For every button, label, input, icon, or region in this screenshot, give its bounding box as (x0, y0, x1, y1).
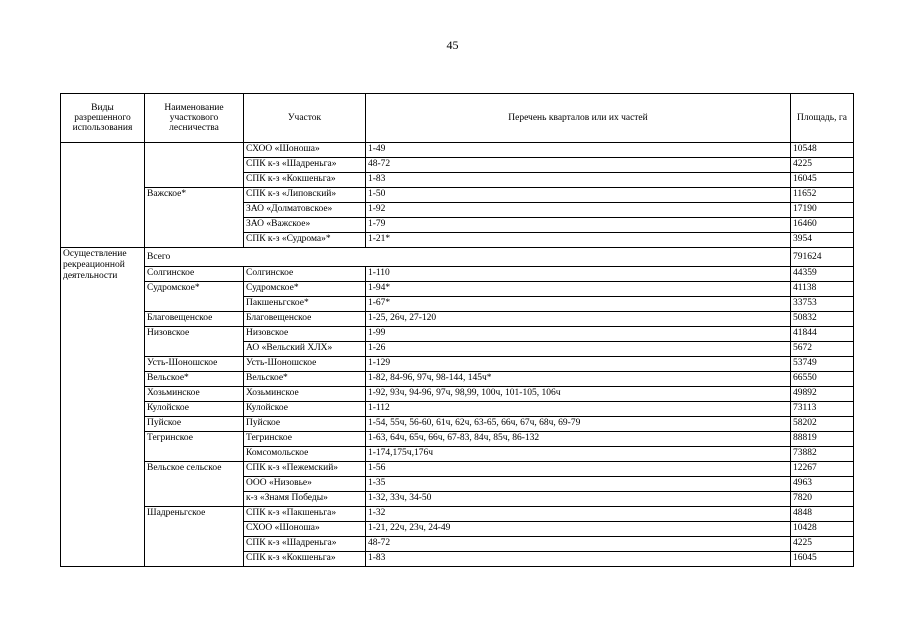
header-forestry-name: Наименование участкового лесничества (145, 94, 244, 143)
table-row (61, 143, 854, 158)
plot-cell: Низовское (244, 327, 366, 342)
plot-cell: Пуйское (244, 417, 366, 432)
area-cell: 4848 (791, 507, 854, 522)
area-cell: 33753 (791, 297, 854, 312)
plot-cell: СХОО «Шоноша» (244, 522, 366, 537)
area-cell: 50832 (791, 312, 854, 327)
plot-cell: АО «Вельский ХЛХ» (244, 342, 366, 357)
quarters-cell: 1-67* (366, 297, 791, 312)
forestry-cell: Судромское* (145, 282, 244, 312)
quarters-cell: 1-54, 55ч, 56-60, 61ч, 62ч, 63-65, 66ч, 67ч, 68ч, 69-79 (366, 417, 791, 432)
quarters-cell: 1-21* (366, 233, 791, 248)
area-cell: 41844 (791, 327, 854, 342)
plot-cell: Хозьминское (244, 387, 366, 402)
area-cell: 41138 (791, 282, 854, 297)
quarters-cell: 1-50 (366, 188, 791, 203)
plot-cell: СПК к-з «Кокшеньга» (244, 173, 366, 188)
plot-cell: СПК к-з «Судрома»* (244, 233, 366, 248)
forest-usage-table (60, 93, 854, 567)
table-row (61, 188, 854, 203)
plot-cell: ЗАО «Важское» (244, 218, 366, 233)
forestry-cell: Тегринское (145, 432, 244, 462)
header-quarters: Перечень кварталов или их частей (366, 94, 791, 143)
area-cell: 16045 (791, 552, 854, 567)
plot-cell: СПК к-з «Пакшеньга» (244, 507, 366, 522)
quarters-cell: 48-72 (366, 158, 791, 173)
area-cell: 10548 (791, 143, 854, 158)
quarters-cell: 1-94* (366, 282, 791, 297)
table-row (61, 267, 854, 282)
table-row (61, 507, 854, 522)
page-number: 45 (446, 38, 459, 52)
forestry-cell: Вельское* (145, 372, 244, 387)
forestry-cell: Шадреньгское (145, 507, 244, 567)
forestry-cell: Важское* (145, 188, 244, 248)
quarters-cell: 1-25, 26ч, 27-120 (366, 312, 791, 327)
area-cell: 53749 (791, 357, 854, 372)
quarters-cell: 1-32, 33ч, 34-50 (366, 492, 791, 507)
area-cell: 5672 (791, 342, 854, 357)
header-plot: Участок (244, 94, 366, 143)
area-cell: 11652 (791, 188, 854, 203)
plot-cell: Комсомольское (244, 447, 366, 462)
table-row (61, 462, 854, 477)
forestry-cell: Пуйское (145, 417, 244, 432)
quarters-cell: 1-110 (366, 267, 791, 282)
plot-cell: СПК к-з «Кокшеньга» (244, 552, 366, 567)
plot-cell: к-з «Знамя Победы» (244, 492, 366, 507)
quarters-cell: 1-56 (366, 462, 791, 477)
plot-cell: Усть-Шоношское (244, 357, 366, 372)
header-area: Площадь, га (791, 94, 854, 143)
forestry-cell: Вельское сельское (145, 462, 244, 507)
plot-cell: Благовещенское (244, 312, 366, 327)
area-cell: 7820 (791, 492, 854, 507)
plot-cell: СХОО «Шоноша» (244, 143, 366, 158)
plot-cell: Кулойское (244, 402, 366, 417)
area-cell: 66550 (791, 372, 854, 387)
forestry-cell: Кулойское (145, 402, 244, 417)
area-cell: 791624 (791, 248, 854, 267)
quarters-cell: 1-83 (366, 173, 791, 188)
quarters-cell: 1-129 (366, 357, 791, 372)
header-usage-type: Виды разрешенного использования (61, 94, 145, 143)
quarters-cell: 1-92, 93ч, 94-96, 97ч, 98,99, 100ч, 101-105, 106ч (366, 387, 791, 402)
area-cell: 4225 (791, 537, 854, 552)
area-cell: 3954 (791, 233, 854, 248)
plot-cell: СПК к-з «Липовский» (244, 188, 366, 203)
quarters-cell: 1-112 (366, 402, 791, 417)
usage-type-cell (61, 143, 145, 248)
area-cell: 10428 (791, 522, 854, 537)
plot-cell: Солгинское (244, 267, 366, 282)
plot-cell: СПК к-з «Пежемский» (244, 462, 366, 477)
quarters-cell: 1-92 (366, 203, 791, 218)
plot-cell: СПК к-з «Шадреньга» (244, 537, 366, 552)
quarters-cell: 1-63, 64ч, 65ч, 66ч, 67-83, 84ч, 85ч, 86-132 (366, 432, 791, 447)
area-cell: 16460 (791, 218, 854, 233)
quarters-cell: 1-99 (366, 327, 791, 342)
area-cell: 4963 (791, 477, 854, 492)
table-row (61, 417, 854, 432)
table-row-total (61, 248, 854, 267)
table-header-row (61, 94, 854, 143)
plot-cell: СПК к-з «Шадреньга» (244, 158, 366, 173)
table-row (61, 327, 854, 342)
forestry-cell (145, 143, 244, 188)
table-row (61, 402, 854, 417)
quarters-cell: 1-174,175ч,176ч (366, 447, 791, 462)
plot-cell: Вельское* (244, 372, 366, 387)
forestry-cell: Хозьминское (145, 387, 244, 402)
quarters-cell: 1-49 (366, 143, 791, 158)
plot-cell: ЗАО «Долматовское» (244, 203, 366, 218)
table-row (61, 357, 854, 372)
plot-cell: ООО «Низовье» (244, 477, 366, 492)
plot-cell: Судромское* (244, 282, 366, 297)
table-row (61, 387, 854, 402)
table-row (61, 432, 854, 447)
quarters-cell: 1-32 (366, 507, 791, 522)
area-cell: 73113 (791, 402, 854, 417)
quarters-cell: 1-79 (366, 218, 791, 233)
area-cell: 73882 (791, 447, 854, 462)
quarters-cell: 1-21, 22ч, 23ч, 24-49 (366, 522, 791, 537)
area-cell: 16045 (791, 173, 854, 188)
area-cell: 12267 (791, 462, 854, 477)
area-cell: 4225 (791, 158, 854, 173)
plot-cell: Тегринское (244, 432, 366, 447)
table-row (61, 312, 854, 327)
total-label-cell: Всего (145, 248, 791, 267)
area-cell: 58202 (791, 417, 854, 432)
quarters-cell: 1-83 (366, 552, 791, 567)
quarters-cell: 48-72 (366, 537, 791, 552)
quarters-cell: 1-26 (366, 342, 791, 357)
quarters-cell: 1-35 (366, 477, 791, 492)
area-cell: 17190 (791, 203, 854, 218)
area-cell: 88819 (791, 432, 854, 447)
plot-cell: Пакшеньгское* (244, 297, 366, 312)
table-row (61, 282, 854, 297)
forestry-cell: Солгинское (145, 267, 244, 282)
quarters-cell: 1-82, 84-96, 97ч, 98-144, 145ч* (366, 372, 791, 387)
area-cell: 49892 (791, 387, 854, 402)
forestry-cell: Усть-Шоношское (145, 357, 244, 372)
area-cell: 44359 (791, 267, 854, 282)
table-row (61, 372, 854, 387)
forestry-cell: Благовещенское (145, 312, 244, 327)
forestry-cell: Низовское (145, 327, 244, 357)
usage-type-cell: Осуществление рекреационной деятельности (61, 248, 145, 567)
